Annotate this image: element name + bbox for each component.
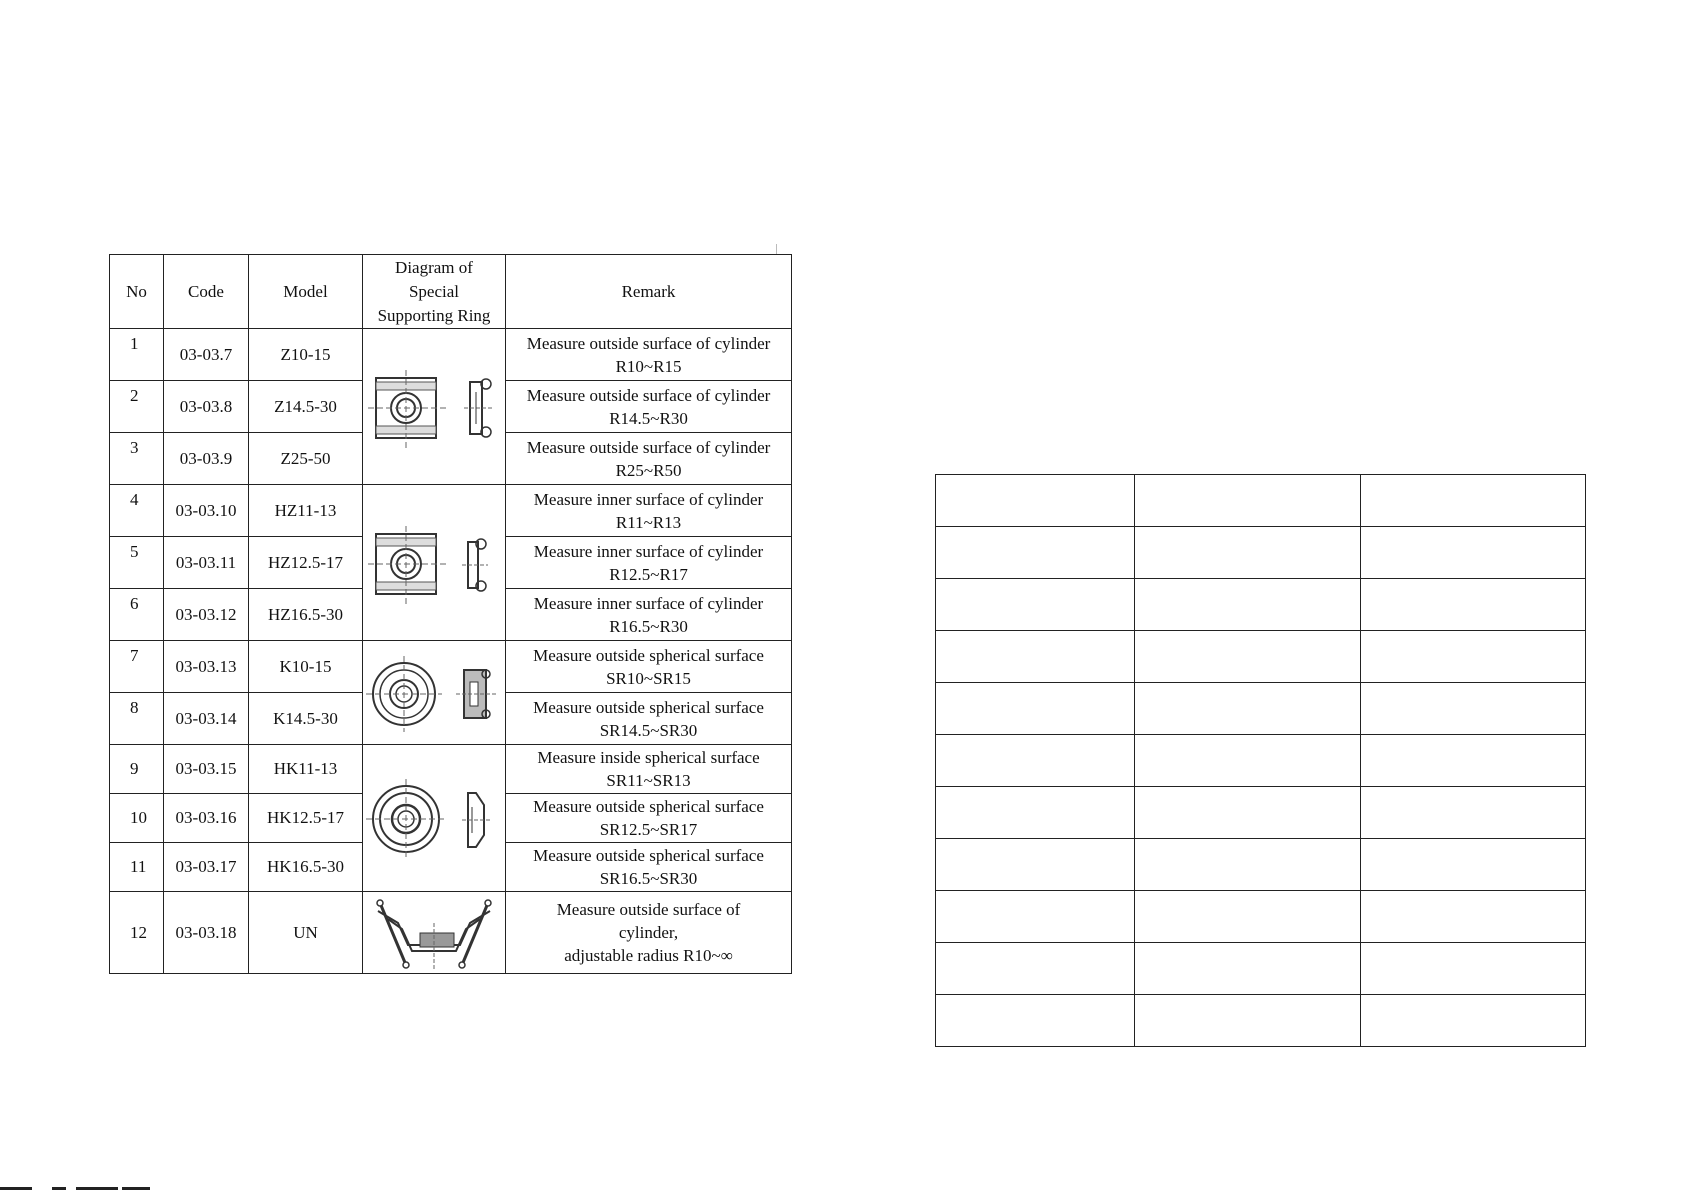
un-ring-drawing-icon — [364, 893, 504, 973]
table-row — [110, 641, 792, 693]
table-header-row — [110, 255, 792, 329]
blank-cell — [1361, 735, 1586, 787]
cell-no: 4 — [110, 485, 164, 537]
cell-no: 7 — [110, 641, 164, 693]
blank-cell — [936, 735, 1135, 787]
footer-mark — [122, 1187, 150, 1190]
diagram-k-ring — [363, 641, 506, 745]
hz-ring-drawing-icon — [364, 508, 504, 618]
cell-no: 6 — [110, 589, 164, 641]
cell-code: 03-03.14 — [164, 693, 249, 745]
cell-no: 8 — [110, 693, 164, 745]
blank-cell — [936, 683, 1135, 735]
cell-remark — [506, 537, 792, 589]
table-row — [110, 892, 792, 974]
cell-no: 5 — [110, 537, 164, 589]
table-row — [110, 485, 792, 537]
diagram-hk-ring — [363, 745, 506, 892]
blank-cell — [1361, 891, 1586, 943]
footer-mark — [0, 1187, 32, 1190]
remark-range: R16.5~R30 — [609, 616, 688, 636]
supporting-ring-table — [109, 254, 792, 974]
remark-line: Measure inside spherical surface — [537, 748, 760, 767]
blank-cell — [936, 579, 1135, 631]
cell-code: 03-03.15 — [164, 745, 249, 794]
cell-no: 9 — [110, 745, 164, 794]
cell-model: HK11-13 — [249, 745, 363, 794]
cell-code: 03-03.10 — [164, 485, 249, 537]
blank-cell — [1135, 891, 1361, 943]
cell-remark — [506, 485, 792, 537]
header-remark: Remark — [506, 255, 792, 329]
blank-cell — [1135, 839, 1361, 891]
cell-model: HZ11-13 — [249, 485, 363, 537]
remark-range: R14.5~R30 — [609, 408, 688, 428]
remark-line: Measure outside spherical surface — [533, 846, 764, 865]
blank-cell — [1361, 787, 1586, 839]
cell-model: HK12.5-17 — [249, 794, 363, 843]
cell-model: Z10-15 — [249, 329, 363, 381]
blank-cell — [1135, 683, 1361, 735]
blank-table-row — [936, 475, 1586, 527]
blank-cell — [936, 475, 1135, 527]
cell-remark — [506, 381, 792, 433]
blank-cell — [936, 943, 1135, 995]
cell-remark — [506, 693, 792, 745]
remark-range: SR10~SR15 — [606, 668, 691, 688]
cell-code: 03-03.17 — [164, 843, 249, 892]
cell-model: UN — [249, 892, 363, 974]
blank-cell — [936, 787, 1135, 839]
blank-table-row — [936, 787, 1586, 839]
z-ring-drawing-icon — [364, 352, 504, 462]
blank-cell — [936, 631, 1135, 683]
diagram-z-ring — [363, 329, 506, 485]
blank-cell — [1361, 579, 1586, 631]
blank-table-row — [936, 891, 1586, 943]
cell-remark — [506, 329, 792, 381]
header-code: Code — [164, 255, 249, 329]
blank-table-row — [936, 683, 1586, 735]
cell-model: K10-15 — [249, 641, 363, 693]
remark-line: Measure outside surface of cylinder — [526, 385, 771, 405]
remark-range: SR11~SR13 — [606, 771, 691, 790]
cell-model: HZ16.5-30 — [249, 589, 363, 641]
remark-line: Measure outside spherical surface — [533, 797, 764, 816]
cell-no: 3 — [110, 433, 164, 485]
cell-remark — [506, 892, 792, 974]
blank-cell — [1135, 527, 1361, 579]
cell-model: Z14.5-30 — [249, 381, 363, 433]
table-row — [110, 745, 792, 794]
remark-line: Measure inner surface of cylinder — [533, 593, 764, 613]
cell-model: Z25-50 — [249, 433, 363, 485]
cell-code: 03-03.8 — [164, 381, 249, 433]
blank-cell — [936, 527, 1135, 579]
remark-range: SR12.5~SR17 — [599, 820, 698, 839]
blank-cell — [1361, 475, 1586, 527]
diagram-un-ring — [363, 892, 506, 974]
k-ring-drawing-icon — [364, 648, 504, 738]
blank-cell — [936, 839, 1135, 891]
blank-cell — [1135, 631, 1361, 683]
blank-cell — [1135, 735, 1361, 787]
remark-line: Measure outside spherical surface — [533, 697, 764, 717]
blank-cell — [1135, 787, 1361, 839]
cell-model: HZ12.5-17 — [249, 537, 363, 589]
remark-line: Measure outside surface of cylinder — [526, 437, 771, 457]
footer-mark — [52, 1187, 66, 1190]
cell-model: HK16.5-30 — [249, 843, 363, 892]
diagram-hz-ring — [363, 485, 506, 641]
remark-line: Measure inner surface of cylinder — [533, 541, 764, 561]
cell-no: 1 — [110, 329, 164, 381]
header-diagram — [363, 255, 506, 329]
cell-no: 10 — [110, 794, 164, 843]
cell-code: 03-03.9 — [164, 433, 249, 485]
remark-line: Measure outside spherical surface — [533, 645, 764, 665]
blank-cell — [1135, 995, 1361, 1047]
header-diagram-line3: Supporting Ring — [377, 305, 491, 325]
remark-range: R25~R50 — [615, 460, 682, 480]
blank-table-row — [936, 579, 1586, 631]
blank-table — [935, 474, 1586, 1047]
blank-cell — [1361, 995, 1586, 1047]
cell-model: K14.5-30 — [249, 693, 363, 745]
header-diagram-line2: Special — [408, 281, 460, 301]
cell-no: 2 — [110, 381, 164, 433]
blank-cell — [1135, 943, 1361, 995]
remark-line: Measure inner surface of cylinder — [533, 489, 764, 509]
cell-no: 12 — [110, 892, 164, 974]
blank-cell — [1135, 579, 1361, 631]
header-diagram-line1: Diagram of — [395, 257, 473, 277]
cell-remark — [506, 843, 792, 892]
header-model: Model — [249, 255, 363, 329]
remark-line: cylinder, — [618, 923, 679, 942]
blank-cell — [936, 891, 1135, 943]
cell-remark — [506, 745, 792, 794]
cell-remark — [506, 641, 792, 693]
cell-code: 03-03.7 — [164, 329, 249, 381]
remark-range: adjustable radius R10~∞ — [564, 946, 733, 965]
footer-mark — [76, 1187, 118, 1190]
blank-cell — [936, 995, 1135, 1047]
cell-remark — [506, 433, 792, 485]
blank-cell — [1135, 475, 1361, 527]
blank-table-row — [936, 527, 1586, 579]
blank-table-row — [936, 995, 1586, 1047]
blank-table-row — [936, 735, 1586, 787]
blank-table-row — [936, 943, 1586, 995]
cell-code: 03-03.12 — [164, 589, 249, 641]
blank-cell — [1361, 943, 1586, 995]
table-row — [110, 329, 792, 381]
blank-cell — [1361, 683, 1586, 735]
cell-code: 03-03.11 — [164, 537, 249, 589]
cell-remark — [506, 589, 792, 641]
blank-table-row — [936, 631, 1586, 683]
cell-code: 03-03.13 — [164, 641, 249, 693]
cell-code: 03-03.16 — [164, 794, 249, 843]
remark-range: R12.5~R17 — [609, 564, 688, 584]
remark-range: R10~R15 — [615, 356, 682, 376]
page-margin-marker — [776, 244, 777, 254]
remark-line: Measure outside surface of cylinder — [526, 333, 771, 353]
header-no: No — [110, 255, 164, 329]
cell-code: 03-03.18 — [164, 892, 249, 974]
blank-cell — [1361, 631, 1586, 683]
remark-range: SR16.5~SR30 — [599, 869, 698, 888]
hk-ring-drawing-icon — [364, 763, 504, 873]
cell-remark — [506, 794, 792, 843]
remark-range: SR14.5~SR30 — [599, 720, 698, 740]
cell-no: 11 — [110, 843, 164, 892]
blank-table-row — [936, 839, 1586, 891]
remark-range: R11~R13 — [615, 512, 682, 532]
blank-cell — [1361, 839, 1586, 891]
remark-line: Measure outside surface of — [556, 900, 741, 919]
blank-cell — [1361, 527, 1586, 579]
